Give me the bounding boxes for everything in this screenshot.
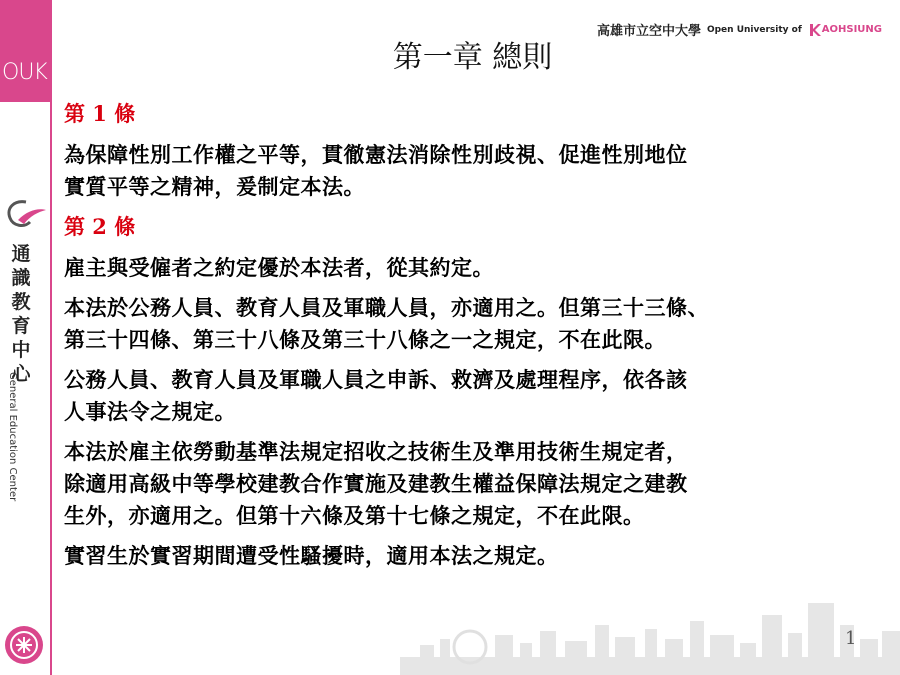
brand-name-cn: 高雄市立空中大學	[596, 24, 701, 39]
center-name-cn	[10, 242, 32, 386]
paragraph-line: 第三十四條、第三十八條及第三十八條之一之規定，不在此限。	[64, 327, 666, 352]
paragraph-line: 本法於公務人員、教育人員及軍職人員，亦適用之。但第三十三條、	[64, 295, 709, 320]
paragraph-line: 實質平等之精神，爰制定本法。	[64, 174, 365, 199]
city-skyline-decoration	[400, 595, 900, 675]
paragraph-line: 除適用高級中等學校建教合作實施及建教生權益保障法規定之建教	[64, 471, 688, 496]
paragraph-line: 生外，亦適用之。但第十六條及第十七條之規定，不在此限。	[64, 503, 645, 528]
center-char: 通	[11, 243, 31, 265]
center-char: 識	[11, 267, 31, 289]
paragraph-line: 本法於雇主依勞動基準法規定招收之技術生及準用技術生規定者，	[64, 439, 688, 464]
sidebar-divider	[50, 102, 52, 675]
center-name-en: General Education Center	[7, 372, 18, 502]
law-content	[64, 92, 894, 580]
paragraph-line: 雇主與受僱者之約定優於本法者，從其約定。	[64, 255, 494, 280]
article-paragraph	[64, 436, 894, 532]
article-paragraph	[64, 252, 894, 284]
center-char: 心	[11, 363, 31, 385]
article-label: 第 1 條	[64, 101, 136, 126]
center-char: 中	[11, 339, 31, 361]
page-number: 1	[845, 628, 857, 649]
paragraph-line: 為保障性別工作權之平等，貫徹憲法消除性別歧視、促進性別地位	[64, 142, 688, 167]
seal-logo-icon	[4, 625, 44, 665]
sidebar	[0, 0, 52, 675]
ouk-logo: OUK	[2, 60, 47, 85]
article-paragraph	[64, 292, 894, 356]
paragraph-line: 實習生於實習期間遭受性騷擾時，適用本法之規定。	[64, 543, 559, 568]
article-label: 第 2 條	[64, 214, 136, 239]
article-paragraph	[64, 139, 894, 203]
center-char: 育	[11, 315, 31, 337]
paragraph-line: 人事法令之規定。	[64, 399, 236, 424]
page-title: 第一章 總則	[392, 40, 553, 75]
article-paragraph	[64, 540, 894, 572]
swoosh-logo-icon	[4, 198, 48, 234]
brand-name-k: AOHSIUNG	[808, 24, 882, 36]
center-char: 教	[11, 291, 31, 313]
brand-name-en: Open University of	[706, 24, 802, 35]
article-paragraph	[64, 364, 894, 428]
paragraph-line: 公務人員、教育人員及軍職人員之申訴、救濟及處理程序，依各該	[64, 367, 688, 392]
